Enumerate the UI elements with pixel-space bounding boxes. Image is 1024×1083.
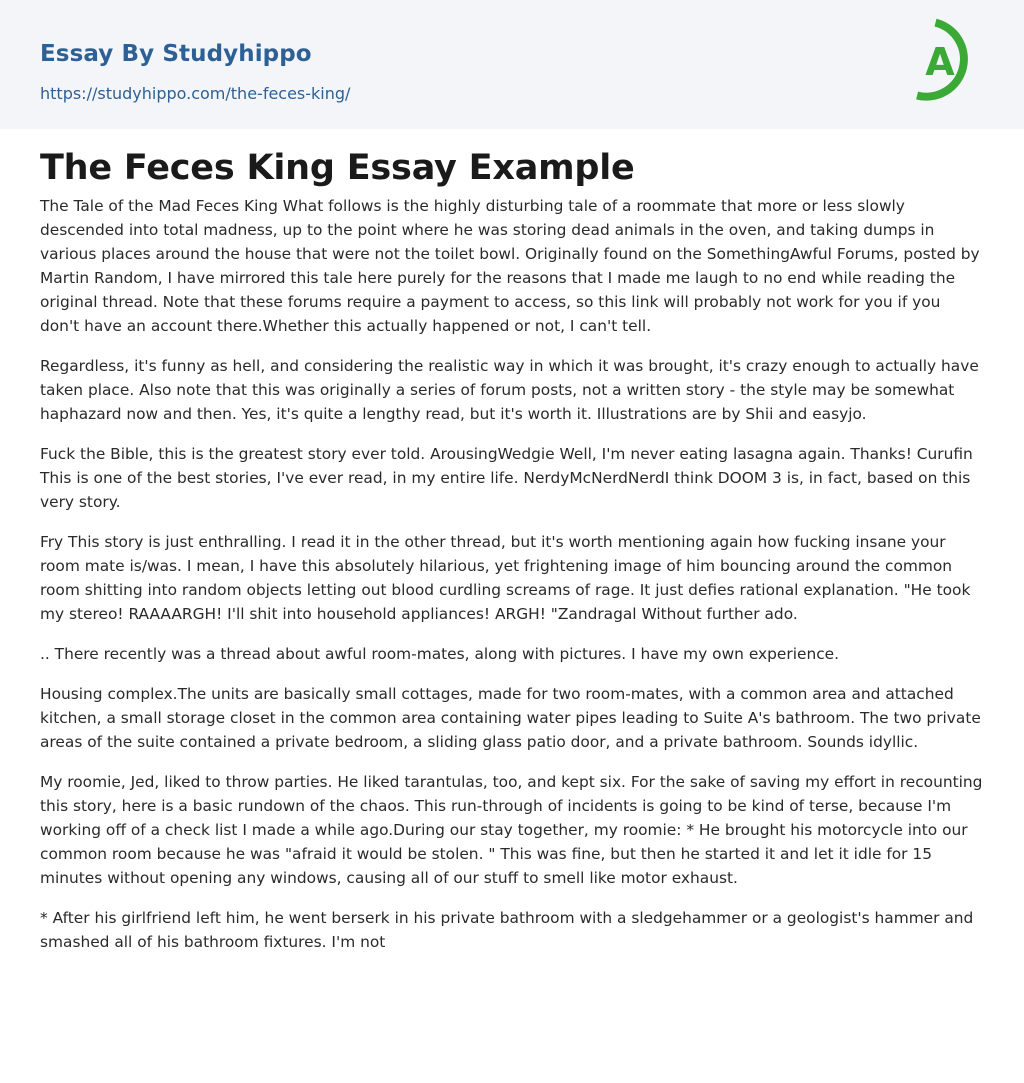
logo-letter: A	[925, 40, 955, 84]
essay-paragraph: The Tale of the Mad Feces King What follows is the highly disturbing tale of a roommate that more or less slowly descended into total madness, up to the point where he was storing dead animals in the oven, and taking dumps in various places around the house that were not the toilet bowl. Originally found on the SomethingAwful Forums, posted by Martin Random, I have mirrored this tale here purely for the reasons that I made me laugh to no end while reading the original thread. Note that these forums require a payment to access, so this link will probably not work for you if you don't have an account there.Whether this actually happened or not, I can't tell.	[40, 197, 980, 335]
essay-paragraph: .. There recently was a thread about awful room-mates, along with pictures. I have my own experience.	[40, 645, 840, 663]
site-header	[0, 0, 1024, 129]
essay-body	[40, 194, 984, 954]
essay-paragraph: * After his girlfriend left him, he went berserk in his private bathroom with a sledgehammer or a geologist's hammer and smashed all of his bathroom fixtures. I'm not	[40, 909, 974, 951]
essay-paragraph: My roomie, Jed, liked to throw parties. He liked tarantulas, too, and kept six. For the sake of saving my effort in recounting this story, here is a basic rundown of the chaos. This run-through of incidents is going to be kind of terse, because I'm working off of a check list I made a while ago.During our stay together, my roomie: * He brought his motorcycle into our common room because he was "afraid it would be stolen. " This was fine, but then he started it and let it idle for 15 minutes without opening any windows, causing all of our stuff to smell like motor exhaust.	[40, 773, 983, 887]
essay-paragraph: Regardless, it's funny as hell, and considering the realistic way in which it was brought, it's crazy enough to actually have taken place. Also note that this was originally a series of forum posts, not a written story - the style may be somewhat haphazard now and then. Yes, it's quite a lengthy read, but it's worth it. Illustrations are by Shii and easyjo.	[40, 357, 979, 423]
essay-paragraph: Housing complex.The units are basically small cottages, made for two room-mates, with a common area and attached kitchen, a small storage closet in the common area containing water pipes leading to Suite A's bathroom. The two private areas of the suite contained a private bedroom, a sliding glass patio door, and a private bathroom. Sounds idyllic.	[40, 685, 981, 751]
essay-url-link[interactable]: https://studyhippo.com/the-feces-king/	[40, 84, 351, 103]
page-title: The Feces King Essay Example	[40, 148, 635, 188]
studyhippo-logo-icon[interactable]	[908, 16, 990, 108]
main-content	[0, 129, 1024, 954]
essay-paragraph: Fuck the Bible, this is the greatest story ever told. ArousingWedgie Well, I'm never eating lasagna again. Thanks! Curufin This is one of the best stories, I've ever read, in my entire life. NerdyMcNerdNerdI think DOOM 3 is, in fact, based on this very story.	[40, 445, 973, 511]
essay-paragraph: Fry This story is just enthralling. I read it in the other thread, but it's worth mentioning again how fucking insane your room mate is/was. I mean, I have this absolutely hilarious, yet frightening image of him bouncing around the common room shitting into random objects letting out blood curdling screams of rage. It just defies rational explanation. "He took my stereo! RAAAARGH! I'll shit into household appliances! ARGH! "Zandragal Without further ado.	[40, 533, 971, 623]
brand-title[interactable]: Essay By Studyhippo	[40, 41, 312, 67]
